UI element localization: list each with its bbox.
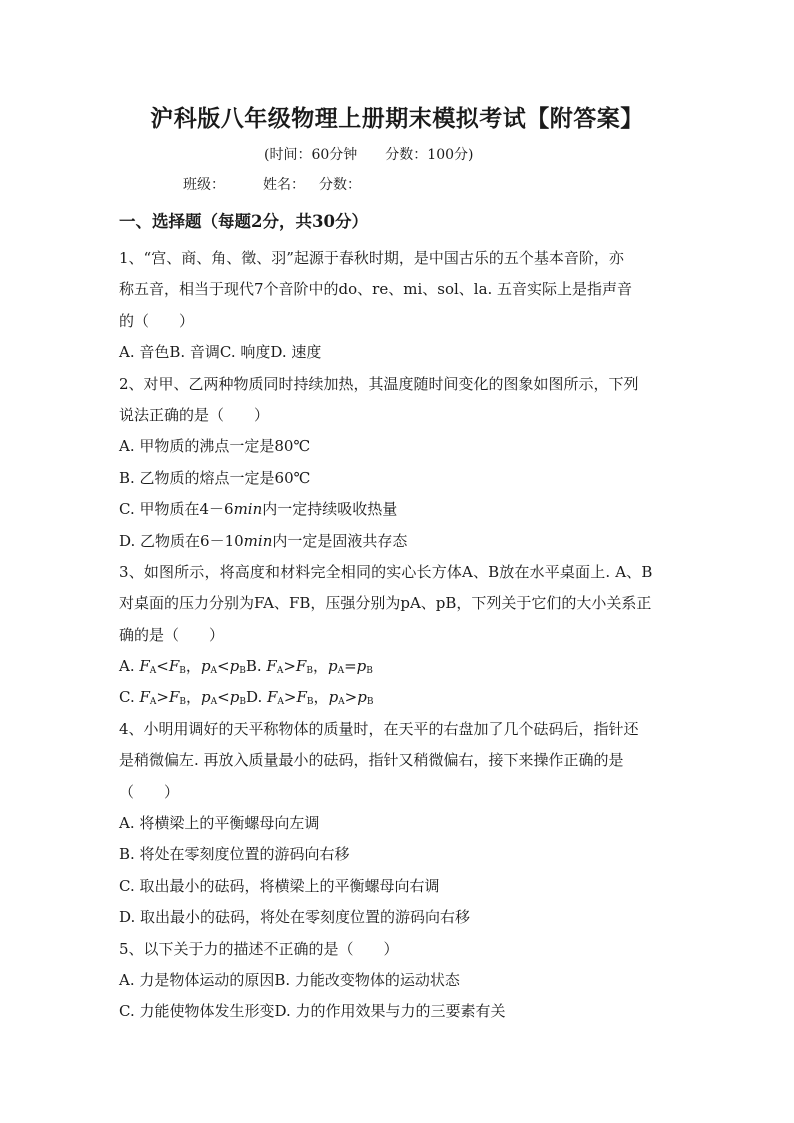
force-symbol: F [139,688,150,707]
q4-option-b: B. 将处在零刻度位置的游码向右移 [119,845,350,864]
q2-option-c-pre: C. 甲物质在4－6 [119,500,234,519]
force-symbol: F [168,688,180,707]
relation-sign: > [344,688,358,707]
q1-line-3: 的（ ） [119,311,195,330]
subscript: B [366,697,374,708]
q4-option-c: C. 取出最小的砝码，将横梁上的平衡螺母向右调 [119,876,440,895]
student-info-line [183,174,361,194]
pressure-symbol: p [356,657,367,676]
q2-option-d-pre: D. 乙物质在6－10 [119,531,244,550]
q3-option-c-label: C. [119,688,140,707]
q4-line-2: 是稍微偏左. 再放入质量最小的砝码，指针又稍微偏右，接下来操作正确的是 [119,751,624,770]
exam-time: (时间：60分钟 [264,147,358,163]
q2-line-2: 说法正确的是（ ） [119,405,270,424]
relation-sign: < [217,688,230,707]
q3-option-d-label: D. [245,688,267,707]
question-list [119,243,679,1028]
q2-line-1: 2、对甲、乙两种物质同时持续加热，其温度随时间变化的图象如图所示，下列 [119,374,639,393]
class-label: 班级： [183,177,225,193]
pressure-symbol: p [229,688,240,707]
pressure-symbol: p [357,688,367,707]
pressure-symbol: p [328,688,339,707]
force-symbol: F [139,657,150,676]
subscript: A [149,697,157,708]
q2-option-d-unit: min [243,531,273,550]
relation-sign: > [156,688,169,707]
subscript: A [149,666,157,677]
q2-option-c-post: 内一定持续吸收热量 [262,500,398,519]
subscript: A [338,697,345,708]
q3-line-1: 3、如图所示，将高度和材料完全相同的实心长方体A、B放在水平桌面上. A、B [119,562,653,581]
separator: ， [312,657,328,676]
pressure-symbol: p [229,657,240,676]
q1-line-2: 称五音，相当于现代7个音阶中的do、re、mi、sol、la. 五音实际上是指声音 [119,280,633,299]
q4-option-a: A. 将横梁上的平衡螺母向左调 [119,814,320,833]
subscript: B [239,697,246,708]
q5-line-3: C. 力能使物体发生形变D. 力的作用效果与力的三要素有关 [119,1002,506,1021]
q3-options-cd [119,682,679,713]
separator: ， [313,688,329,707]
force-symbol: F [295,657,307,676]
q5-line-1: 5、以下关于力的描述不正确的是（ ） [119,939,399,958]
subscript: A [210,697,218,708]
force-symbol: F [168,657,180,676]
subscript: A [210,666,218,677]
force-symbol: F [296,688,307,707]
q2-option-c-unit: min [233,500,263,519]
page-title: 沪科版八年级物理上册期末模拟考试【附答案】 [150,105,644,132]
q2-option-c [119,494,679,525]
q3-line-3: 确的是（ ） [119,625,225,644]
q3-option-a-label: A. [119,657,140,676]
q2-option-a: A. 甲物质的沸点一定是80℃ [119,437,311,456]
section-heading: 一、选择题（每题2分，共30分） [119,212,368,231]
pressure-symbol: p [201,688,211,707]
pressure-symbol: p [200,657,211,676]
q2-option-d [119,526,679,557]
q3-options-ab [119,651,679,682]
q4-line-3: （ ） [119,782,180,801]
q1-line-1: 1、“宫、商、角、徵、羽”起源于春秋时期，是中国古乐的五个基本音阶，亦 [119,249,624,267]
subscript: A [276,666,284,677]
q4-option-d: D. 取出最小的砝码，将处在零刻度位置的游码向右移 [119,908,471,927]
subscript: B [306,697,314,708]
q1-options: A. 音色B. 音调C. 响度D. 速度 [119,343,322,362]
q2-option-d-post: 内一定是固液共存态 [272,531,408,550]
name-label: 姓名： [263,177,305,193]
force-symbol: F [266,657,277,676]
subscript: B [306,666,313,677]
pressure-symbol: p [327,657,338,676]
q3-line-2: 对桌面的压力分别为FA、FB，压强分别为pA、pB，下列关于它们的大小关系正 [119,594,652,613]
exam-time-score [264,144,473,164]
q5-line-2: A. 力是物体运动的原因B. 力能改变物体的运动状态 [119,970,460,989]
subscript: B [239,666,246,677]
q4-line-1: 4、小明用调好的天平称物体的质量时，在天平的右盘加了几个砝码后，指针还 [119,719,639,738]
q3-option-b-label: B. [245,657,267,676]
q2-option-b: B. 乙物质的熔点一定是60℃ [119,468,311,487]
relation-sign: = [344,657,357,676]
relation-sign: > [283,657,296,676]
separator: ， [186,688,202,707]
relation-sign: < [156,657,169,676]
relation-sign: > [283,688,297,707]
subscript: B [179,697,187,708]
subscript: B [179,666,186,677]
subscript: A [277,697,284,708]
force-symbol: F [267,688,278,707]
subscript: A [337,666,345,677]
exam-total-score: 分数：100分) [385,147,474,163]
score-label: 分数： [319,177,361,193]
relation-sign: < [217,657,230,676]
separator: ， [185,657,201,676]
subscript: B [366,666,373,677]
